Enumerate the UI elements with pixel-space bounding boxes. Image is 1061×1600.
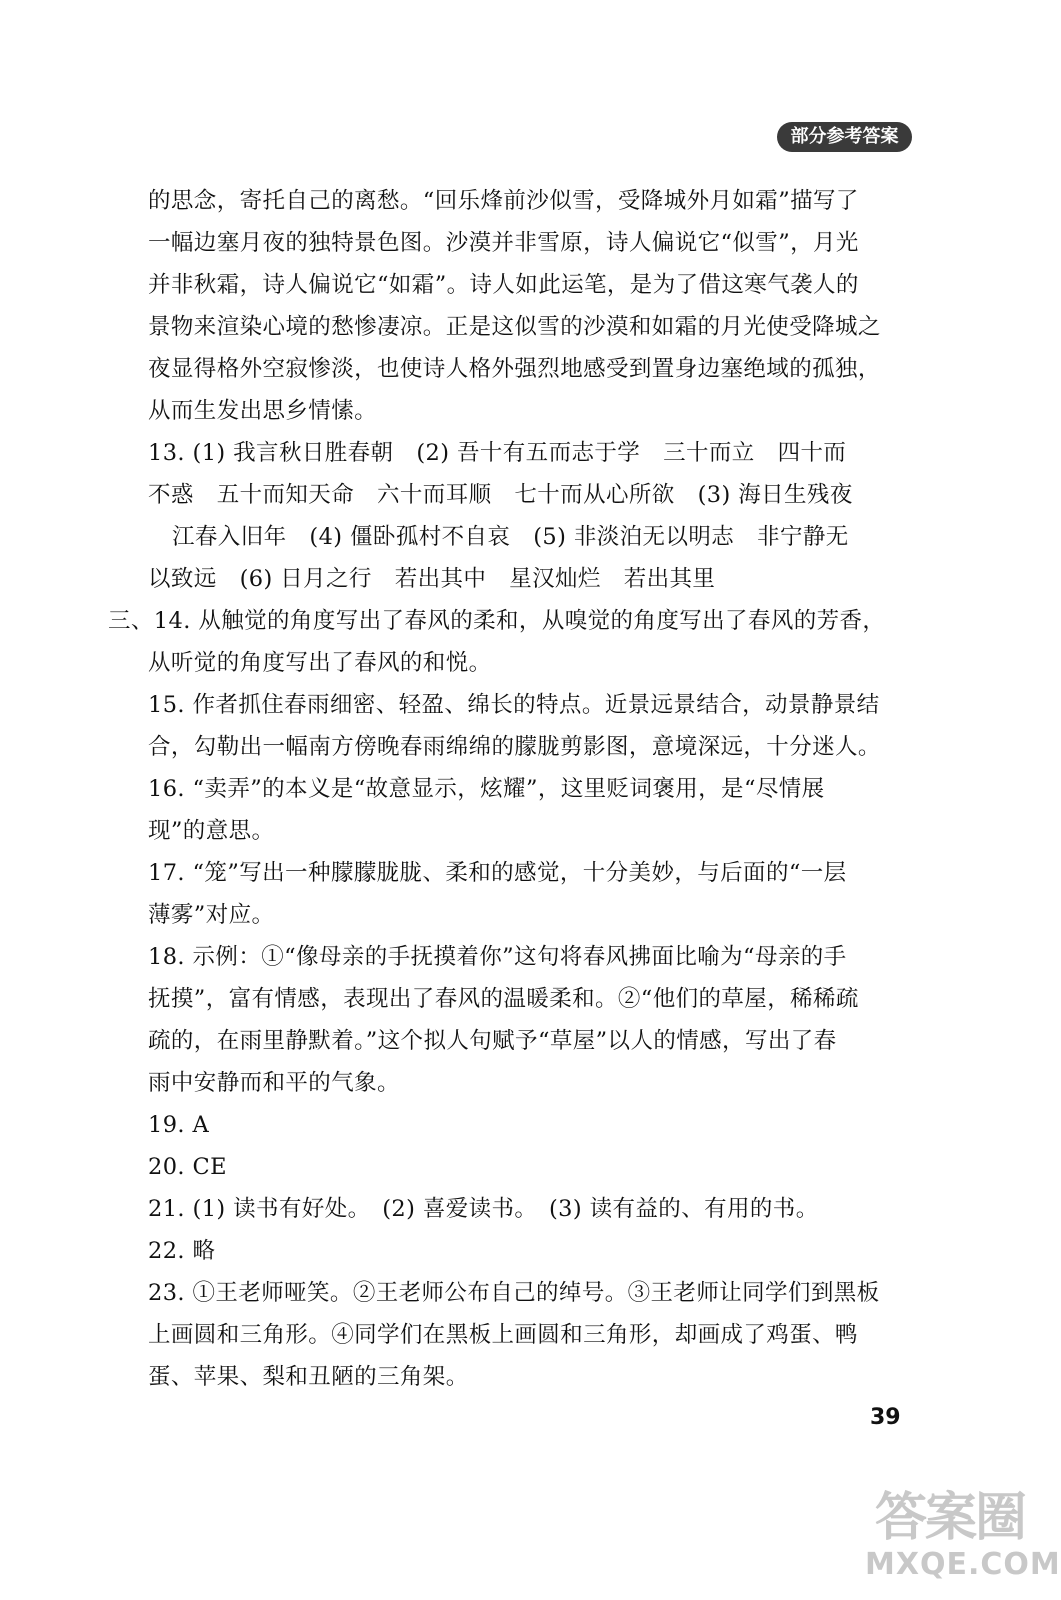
text-line: 抚摸”，富有情感，表现出了春风的温暖柔和。②“他们的草屋，稀稀疏 — [148, 986, 859, 1012]
text-line: 雨中安静而和平的气象。 — [148, 1070, 400, 1096]
text-line: 蛋、苹果、梨和丑陋的三角架。 — [148, 1364, 469, 1390]
answer-16: 16. “卖弄”的本义是“故意显示，炫耀”，这里贬词褒用，是“尽情展 — [148, 776, 825, 802]
answer-20: 20. CE — [148, 1154, 227, 1180]
watermark-logo: 答案圈 — [875, 1488, 1026, 1548]
answer-17: 17. “笼”写出一种朦朦胧胧、柔和的感觉，十分美妙，与后面的“一层 — [148, 860, 847, 886]
text-line: 薄雾”对应。 — [148, 902, 275, 928]
text-line: 从而生发出思乡情愫。 — [148, 398, 378, 424]
watermark-url: MXQE.COM — [865, 1547, 1061, 1582]
text-line: 不惑 五十而知天命 六十而耳顺 七十而从心所欲 (3) 海日生残夜 — [148, 482, 853, 508]
section-badge: 部分参考答案 — [777, 122, 912, 152]
text-line: 现”的意思。 — [148, 818, 275, 844]
answer-21: 21. (1) 读书有好处。 (2) 喜爱读书。 (3) 读有益的、有用的书。 — [148, 1196, 819, 1222]
answer-23: 23. ①王老师哑笑。②王老师公布自己的绰号。③王老师让同学们到黑板 — [148, 1280, 880, 1306]
answer-14: 三、14. 从触觉的角度写出了春风的柔和，从嗅觉的角度写出了春风的芳香， — [108, 608, 886, 634]
answer-19: 19. A — [148, 1112, 210, 1138]
text-line: 夜显得格外空寂惨淡，也使诗人格外强烈地感受到置身边塞绝域的孤独， — [148, 356, 881, 382]
text-line: 从听觉的角度写出了春风的和悦。 — [148, 650, 492, 676]
text-line: 疏的，在雨里静默着。”这个拟人句赋予“草屋”以人的情感，写出了春 — [148, 1028, 837, 1054]
text-line: 合，勾勒出一幅南方傍晚春雨绵绵的朦胧剪影图，意境深远，十分迷人。 — [148, 734, 881, 760]
text-line: 并非秋霜，诗人偏说它“如霜”。诗人如此运笔，是为了借这寒气袭人的 — [148, 272, 859, 298]
text-line: 景物来渲染心境的愁惨凄凉。正是这似雪的沙漠和如霜的月光使受降城之 — [148, 314, 881, 340]
text-line: 一幅边塞月夜的独特景色图。沙漠并非雪原，诗人偏说它“似雪”，月光 — [148, 230, 859, 256]
answer-22: 22. 略 — [148, 1238, 216, 1264]
text-line: 上画圆和三角形。④同学们在黑板上画圆和三角形，却画成了鸡蛋、鸭 — [148, 1322, 858, 1348]
watermark — [865, 1475, 1061, 1590]
answer-15: 15. 作者抓住春雨细密、轻盈、绵长的特点。近景远景结合，动景静景结 — [148, 692, 880, 718]
answer-13: 13. (1) 我言秋日胜春朝 (2) 吾十有五而志于学 三十而立 四十而 — [148, 440, 847, 466]
text-line: 的思念，寄托自己的离愁。“回乐烽前沙似雪，受降城外月如霜”描写了 — [148, 188, 859, 214]
page-number: 39 — [870, 1405, 901, 1430]
text-line: 江春入旧年 (4) 僵卧孤村不自哀 (5) 非淡泊无以明志 非宁静无 — [172, 524, 849, 550]
text-line: 以致远 (6) 日月之行 若出其中 星汉灿烂 若出其里 — [148, 566, 716, 592]
answer-18: 18. 示例：①“像母亲的手抚摸着你”这句将春风拂面比喻为“母亲的手 — [148, 944, 847, 970]
